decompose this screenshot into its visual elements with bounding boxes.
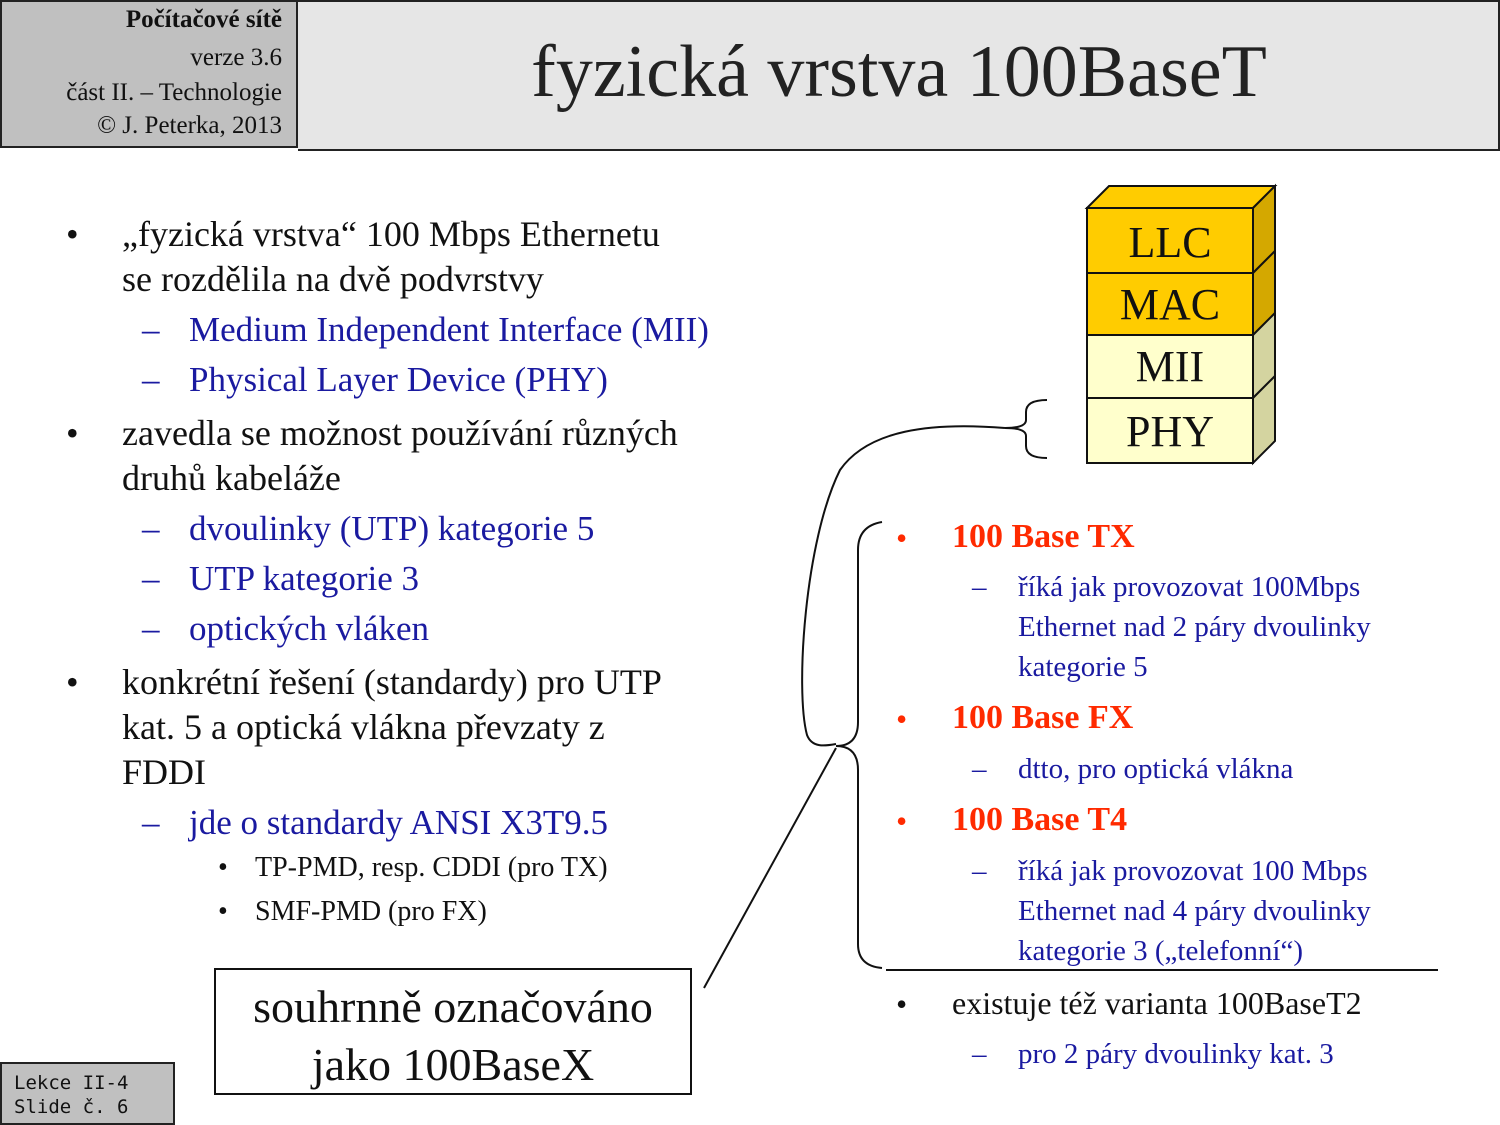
summary-connector [704,748,836,988]
variant-fx-line1: dtto, pro optická vlákna [1018,753,1294,785]
variant-t4-title: 100 Base T4 [952,801,1128,838]
variant-t4-line3: kategorie 3 („telefonní“) [1018,935,1304,967]
dash: – [972,1038,987,1070]
slide-number: Slide č. 6 [14,1096,129,1118]
layer-stack [1087,186,1275,463]
sub-item-ansi: jde o standardy ANSI X3T9.5 [189,803,608,842]
bullet1-line2: se rozdělila na dvě podvrstvy [122,259,544,299]
bullet1-line1: „fyzická vrstva“ 100 Mbps Ethernetu [122,214,660,254]
dash: – [972,571,987,603]
bullet-dot: • [66,662,79,702]
dash: – [142,609,160,648]
bullet-dot: • [66,413,79,453]
dash: – [142,509,160,548]
variant-fx-title: 100 Base FX [952,699,1134,736]
variant-tx-line3: kategorie 5 [1018,651,1148,683]
bullet2-line1: zavedla se možnost používání různých [122,413,678,453]
slide-footer [0,1062,175,1125]
bullet-dot: • [896,520,908,556]
bullet-dot: • [896,803,908,839]
mii-label: MII [1135,342,1205,391]
version-label: verze 3.6 [190,44,282,71]
page-title: fyzická vrstva 100BaseT [531,31,1267,113]
variant-tx-line1: říká jak provozovat 100Mbps [1018,571,1361,603]
bullet3-line1: konkrétní řešení (standardy) pro UTP [122,662,662,702]
sub-item-utp5: dvoulinky (UTP) kategorie 5 [189,509,595,548]
dash: – [142,360,160,399]
subsub-item-smfpmd: SMF-PMD (pro FX) [255,896,487,927]
bullet-dot: • [218,852,228,883]
part-label: část II. – Technologie [66,79,282,106]
variant-t4-line2: Ethernet nad 4 páry dvoulinky [1018,895,1371,927]
dash: – [142,803,160,842]
dash: – [972,855,987,887]
variant-t4-line1: říká jak provozovat 100 Mbps [1018,855,1368,887]
bullet-dot: • [218,896,228,927]
bullet-dot: • [896,986,908,1022]
lesson-label: Lekce II-4 [14,1072,129,1094]
stack-top-face [1087,186,1275,208]
dash: – [142,310,160,349]
sub-item-mii: Medium Independent Interface (MII) [189,310,709,349]
sub-item-fiber: optických vláken [189,609,430,648]
author-label: © J. Peterka, 2013 [97,112,282,139]
variant-t2-text: existuje též varianta 100BaseT2 [952,985,1362,1021]
llc-label: LLC [1128,218,1212,267]
bullet3-line2: kat. 5 a optická vlákna převzaty z [122,707,605,747]
summary-line1: souhrnně označováno [253,981,653,1032]
bullet3-line3: FDDI [122,752,207,792]
variant-tx-title: 100 Base TX [952,518,1135,555]
phy-brace [1005,400,1047,458]
phy-label: PHY [1125,407,1215,456]
bullet-dot: • [896,701,908,737]
mac-label: MAC [1119,280,1221,329]
bullet2-line2: druhů kabeláže [122,458,341,498]
bullet-dot: • [66,214,79,254]
variant-t2-sub: pro 2 páry dvoulinky kat. 3 [1018,1038,1334,1070]
subsub-item-tppmd: TP-PMD, resp. CDDI (pro TX) [255,852,608,883]
dash: – [142,559,160,598]
sub-item-phy: Physical Layer Device (PHY) [189,360,608,399]
variants-brace [836,522,882,968]
summary-line2: jako 100BaseX [311,1039,595,1090]
sub-item-utp3: UTP kategorie 3 [189,559,420,598]
variant-tx-line2: Ethernet nad 2 páry dvoulinky [1018,611,1371,643]
course-name: Počítačové sítě [125,6,282,33]
dash: – [972,753,987,785]
